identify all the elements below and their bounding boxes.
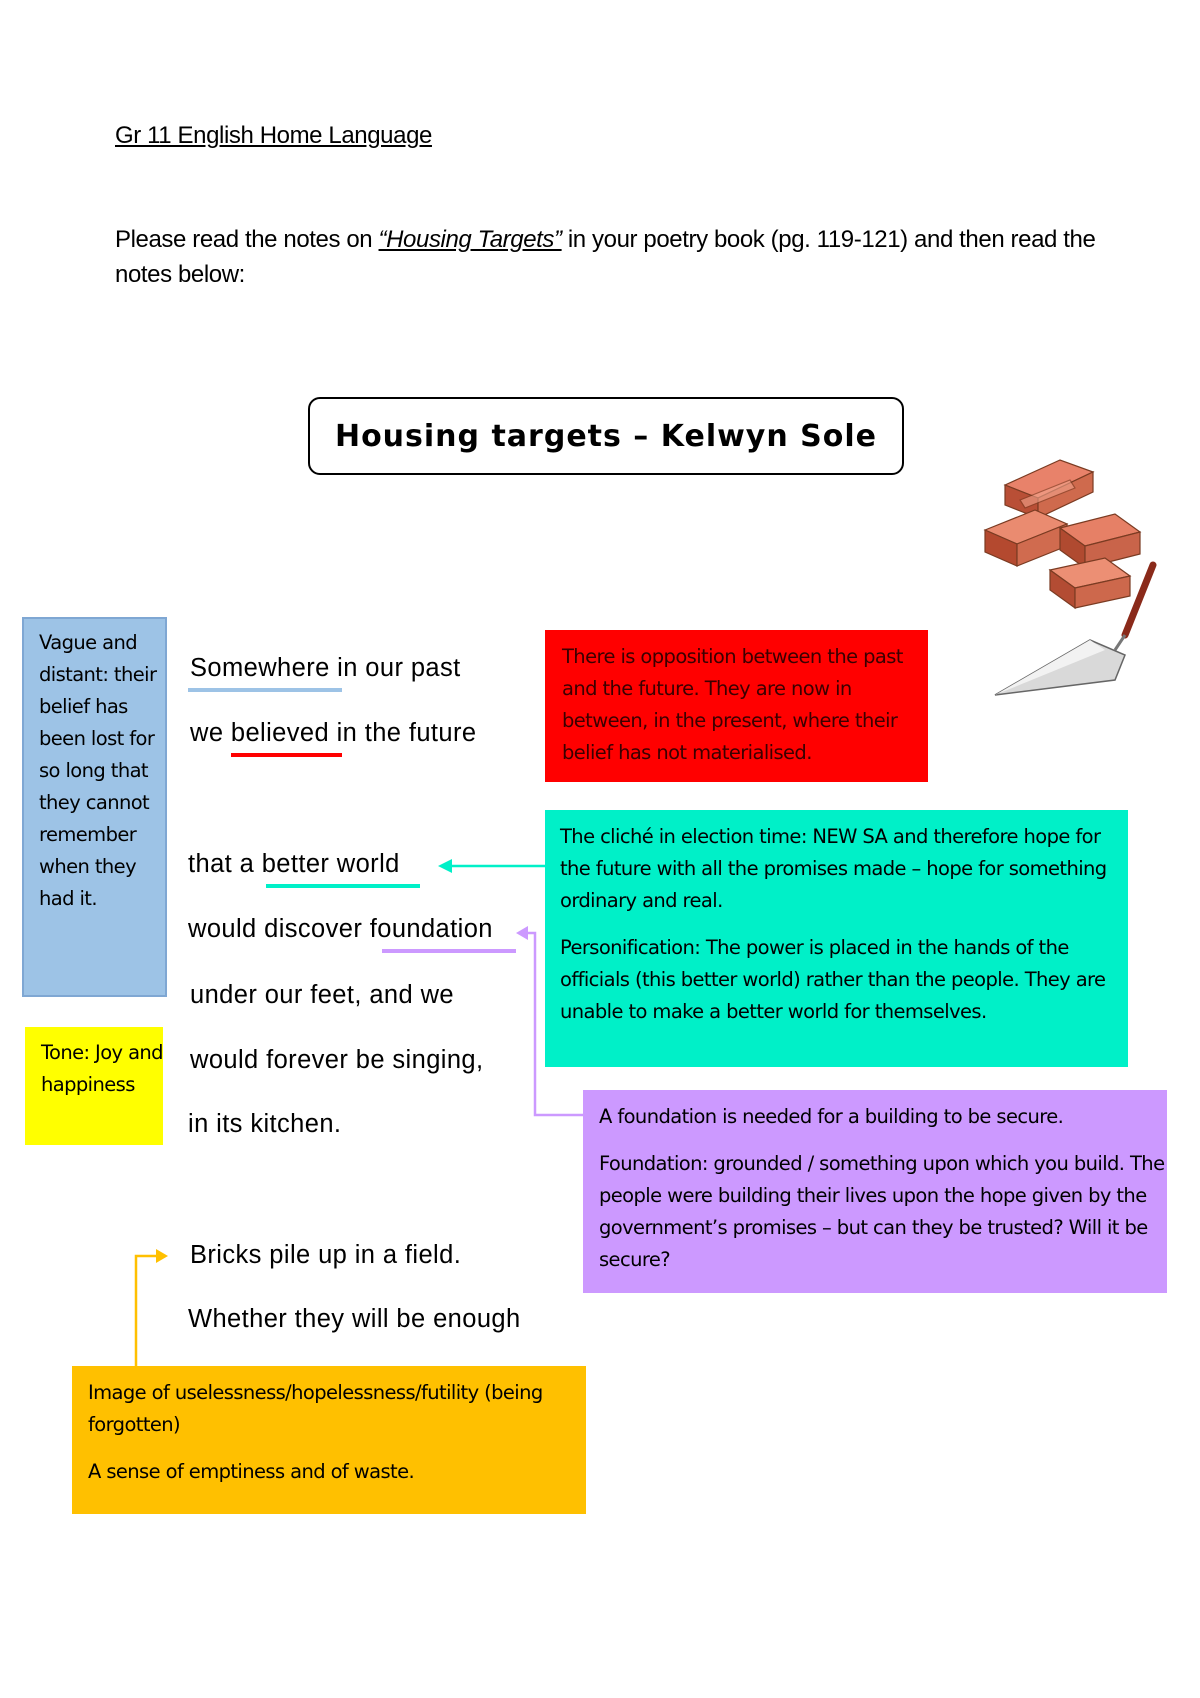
poem-line-7: in its kitchen. — [188, 1110, 342, 1138]
note-futility-text-2: A sense of emptiness and of waste. — [88, 1460, 415, 1483]
poem-phrase-better-world: better world — [261, 850, 400, 878]
teal-arrowhead-icon — [438, 859, 452, 873]
note-foundation-text-2: Foundation: grounded / something upon which you build. The people were building their lives upon the hope given by the government’s promises – but can they be trusted? Will it be secure? — [599, 1152, 1165, 1271]
poem-line-6: would forever be singing, — [190, 1046, 484, 1074]
note-tone — [25, 1027, 163, 1145]
purple-arrowhead-icon — [516, 926, 528, 940]
poem-line-8: Bricks pile up in a field. — [190, 1241, 462, 1269]
orange-arrowhead-icon — [156, 1249, 168, 1263]
note-cliche-personification — [545, 810, 1128, 1067]
note-opposition-text: There is opposition between the past and the future. They are now in between, in the present, where their belief has not materialised. — [562, 645, 903, 764]
note-foundation — [583, 1090, 1167, 1293]
poem-word-believed: believed — [230, 719, 330, 747]
poem-word-somewhere: Somewhere — [190, 654, 330, 682]
poem-line-1-rest: in our past — [329, 654, 461, 682]
orange-connector — [136, 1256, 160, 1366]
note-cliche-text: The cliché in election time: NEW SA and therefore hope for the future with all the promises made – hope for something ordinary and real. — [560, 825, 1107, 912]
poem-line-2-start: we — [190, 719, 231, 747]
note-futility — [72, 1366, 586, 1514]
poem-word-foundation: foundation — [369, 915, 493, 943]
note-foundation-text-1: A foundation is needed for a building to be secure. — [599, 1105, 1064, 1128]
note-personification-text: Personification: The power is placed in the hands of the officials (this better world) rather than the people. They are unable to make a better world for themselves. — [560, 936, 1106, 1023]
poem-line-9: Whether they will be enough — [188, 1305, 521, 1333]
intro-text-after: in your poetry book (pg. 119-121) and then read the notes below: — [115, 226, 1096, 288]
intro-poem-title: “Housing Targets” — [378, 226, 562, 253]
poem-line-2-rest: in the future — [329, 719, 477, 747]
note-vague-distant-text: Vague and distant: their belief has been lost for so long that they cannot remember when they had it. — [39, 631, 157, 910]
note-opposition — [545, 630, 928, 782]
document-heading: Gr 11 English Home Language — [115, 122, 432, 149]
poem-line-5: under our feet, and we — [190, 981, 454, 1009]
note-futility-text-1: Image of uselessness/hopelessness/futility (being forgotten) — [88, 1381, 543, 1436]
note-tone-text: Tone: Joy and happiness — [41, 1041, 163, 1096]
poem-line-4-start: would discover — [188, 915, 370, 943]
note-vague-distant — [22, 617, 167, 997]
poem-line-3-start: that a — [188, 850, 262, 878]
poem-title-box: Housing targets – Kelwyn Sole — [308, 397, 904, 475]
intro-text-before: Please read the notes on — [115, 226, 379, 253]
